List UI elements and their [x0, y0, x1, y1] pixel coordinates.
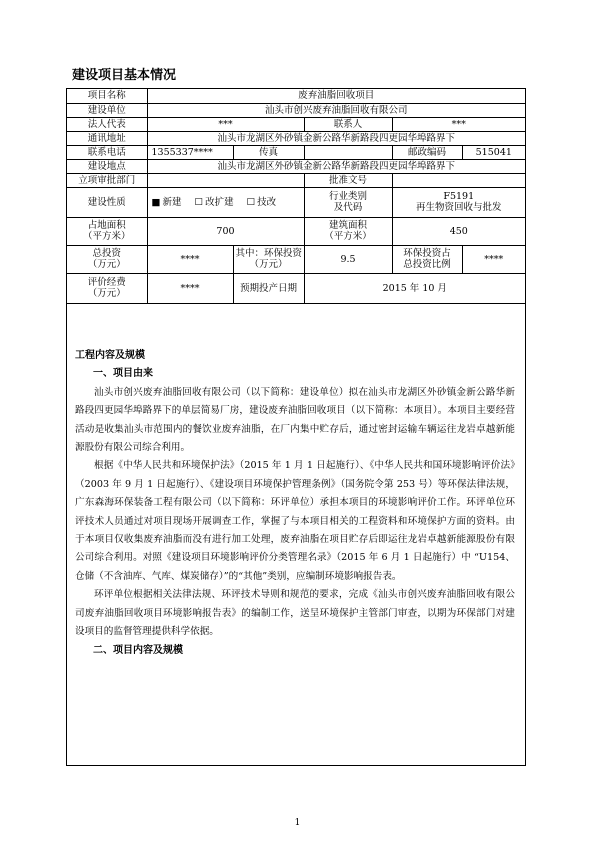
ratio-label: 环保投资占 总投资比例 — [392, 245, 462, 273]
row-site — [67, 159, 525, 173]
form-sheet — [66, 88, 526, 766]
nature-label: 建设性质 — [67, 187, 147, 217]
building-area-label: 建筑面积 （平方米） — [304, 217, 392, 245]
approval-dept-value — [147, 173, 304, 187]
row-legal — [67, 117, 525, 131]
checked-box-icon: ■ — [151, 196, 161, 208]
phone-label: 联系电话 — [67, 145, 147, 159]
row-phone — [67, 145, 525, 159]
invest-value: **** — [147, 245, 233, 273]
paragraph-report: 环评单位根据相关法律法规、环评技术导则和规范的要求，完成《汕头市创兴废弃油脂回收有限公司废弃油脂回收项目环境影响报告表》的编制工作，送呈环境保护主管部门审查，以期为环保部门对建设项目的监督管理提供科学依据。 — [75, 589, 515, 638]
unit-label: 建设单位 — [67, 103, 147, 117]
nature-option-extension: ☐ 改扩建 — [194, 196, 234, 208]
unchecked-box-icon: ☐ — [246, 196, 256, 208]
contact-value: *** — [392, 117, 525, 131]
basic-info-table — [67, 89, 525, 304]
subsection-origin-title: 一、项目由来 — [93, 368, 153, 380]
env-invest-value: 9.5 — [304, 245, 392, 273]
postcode-value: 515041 — [462, 145, 525, 159]
eval-fee-label: 评价经费 （万元） — [67, 273, 147, 303]
row-project-name — [67, 89, 525, 103]
industry-code: F5191 — [443, 191, 475, 202]
unchecked-box-icon: ☐ — [194, 196, 204, 208]
nature-options — [147, 187, 304, 217]
ratio-value: **** — [462, 245, 525, 273]
approval-no-label: 批准文号 — [304, 173, 392, 187]
land-area-label: 占地面积 （平方米） — [67, 217, 147, 245]
industry-value — [392, 187, 525, 217]
paragraph-origin: 汕头市创兴废弃油脂回收有限公司（以下简称：建设单位）拟在汕头市龙湖区外砂镇金新公路华新路段四更园华埠路界下的单层简易厂房，建设废弃油脂回收项目（以下简称：本项目）。本项目主要经营活动是收集汕头市范围内的餐饮业废弃油脂，在厂内集中贮存后，通过密封运输车辆运往龙岩卓越新能源股份有限公司综合利用。 — [75, 386, 515, 454]
project-name-label: 项目名称 — [67, 89, 147, 103]
start-date-value: 2015 年 10 月 — [304, 273, 525, 303]
invest-label: 总投资 （万元） — [67, 245, 147, 273]
project-content — [67, 347, 525, 660]
row-address — [67, 131, 525, 145]
subsection-scope-title: 二、项目内容及规模 — [93, 644, 183, 656]
site-value: 汕头市龙湖区外砂镇金新公路华新路段四更园华埠路界下 — [147, 159, 525, 173]
row-unit — [67, 103, 525, 117]
fax-label: 传真 — [233, 145, 304, 159]
nature-option-new: ■ 新建 — [151, 196, 182, 208]
phone-value: 1355337**** — [147, 145, 233, 159]
postcode-label: 邮政编码 — [392, 145, 462, 159]
row-approval — [67, 173, 525, 187]
page-number: 1 — [294, 818, 301, 828]
contact-label: 联系人 — [304, 117, 392, 131]
building-area-value: 450 — [392, 217, 525, 245]
legal-value: *** — [147, 117, 304, 131]
site-label: 建设地点 — [67, 159, 147, 173]
row-investment — [67, 245, 525, 273]
paragraph-legal-basis: 根据《中华人民共和环境保护法》（2015 年 1 月 1 日起施行）、《中华人民共和国环境影响评价法》（2003 年 9 月 1 日起施行）、《建设项目环境保护管理条例》（国务院令第 253 号）等环保法律法规，广东森海环保装备工程有限公司（以下简称：环评单位）承担本项目的环境影响评价工作。环评单位环评技术人员通过对项目现场开展调查工作，掌握了与本项目相关的工程资料和环境保护方面的资料。由于本项目仅收集废弃油脂而没有进行加工处理，废弃油脂在项目贮存后即运往龙岩卓越新能源股份有限公司综合利用。对照《建设项目环境影响评价分类管理名录》（2015 年 6 月 1 日起施行）中 “U154、仓储（不含油库、气库、煤炭储存）”的“其他”类别，应编制环境影响报告表。 — [75, 460, 515, 582]
industry-name: 再生物资回收与批发 — [416, 202, 502, 213]
fax-value — [304, 145, 392, 159]
row-area — [67, 217, 525, 245]
unit-value: 汕头市创兴废弃油脂回收有限公司 — [147, 103, 525, 117]
address-value: 汕头市龙湖区外砂镇金新公路华新路段四更园华埠路界下 — [147, 131, 525, 145]
address-label: 通讯地址 — [67, 131, 147, 145]
legal-label: 法人代表 — [67, 117, 147, 131]
project-name-value: 废弃油脂回收项目 — [147, 89, 525, 103]
eval-fee-value: **** — [147, 273, 233, 303]
approval-dept-label: 立项审批部门 — [67, 173, 147, 187]
industry-label: 行业类别 及代码 — [304, 187, 392, 217]
start-date-label: 预期投产日期 — [233, 273, 304, 303]
section-title: 工程内容及规模 — [75, 350, 145, 361]
nature-option-tech: ☐ 技改 — [246, 196, 277, 208]
land-area-value: 700 — [147, 217, 304, 245]
page-heading: 建设项目基本情况 — [72, 68, 177, 83]
row-nature — [67, 187, 525, 217]
row-evaluation — [67, 273, 525, 303]
env-invest-label: 其中：环保投资 （万元） — [233, 245, 304, 273]
approval-no-value — [392, 173, 525, 187]
